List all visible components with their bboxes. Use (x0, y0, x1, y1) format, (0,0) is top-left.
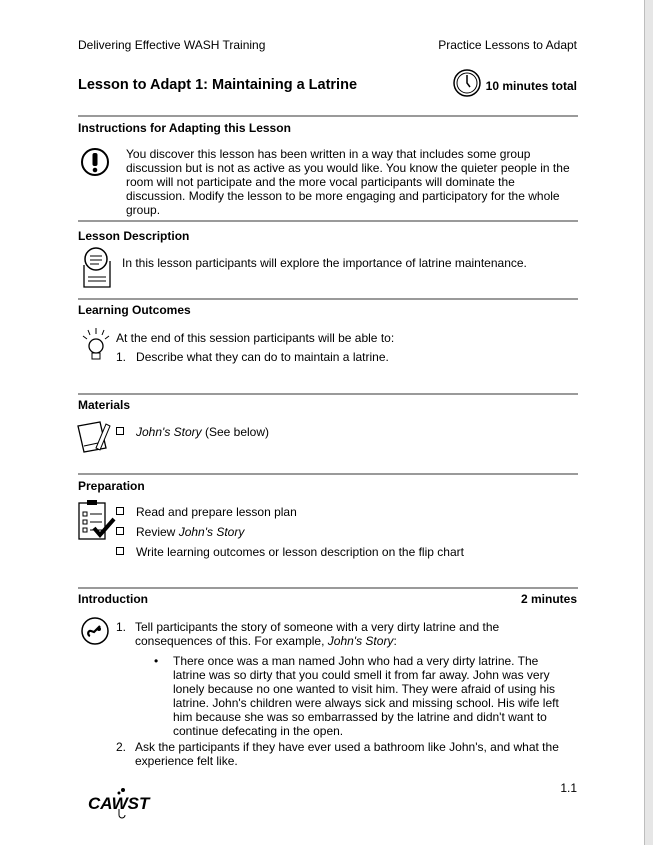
exclamation-icon (80, 147, 110, 177)
divider (78, 393, 578, 395)
preparation-heading: Preparation (78, 479, 145, 493)
page-edge (644, 0, 653, 845)
svg-text:CAWST: CAWST (88, 794, 150, 813)
story-title: John's Story (327, 634, 394, 648)
introduction-time: 2 minutes (520, 592, 577, 606)
instructions-heading: Instructions for Adapting this Lesson (78, 121, 291, 135)
prep-item (116, 545, 464, 559)
story-text: There once was a man named John who had a very dirty latrine. The latrine was so dirty that you could smell it from far away. John was very lonely because no one wanted to visit him. They were afraid of using his latrine. John's children were always sick and missing school. His wife left him because she was so embarrassed by the latrine and didn't want to continue defecating in the open. (173, 654, 559, 738)
introduction-heading: Introduction (78, 592, 148, 606)
prep-item (116, 505, 297, 519)
outcomes-heading: Learning Outcomes (78, 303, 191, 317)
bullet-icon: • (154, 654, 159, 668)
material-item (116, 425, 269, 439)
punct: : (393, 634, 397, 648)
header-left: Delivering Effective WASH Training (78, 38, 266, 52)
checkbox (116, 547, 124, 555)
divider (78, 298, 578, 300)
step-number: 2. (116, 740, 127, 754)
divider (78, 587, 578, 589)
prep-text: Review (136, 525, 179, 539)
outcome-item (116, 350, 389, 364)
clock-icon (452, 68, 482, 98)
divider (78, 115, 578, 117)
material-title: John's Story (136, 425, 202, 439)
checkbox (116, 527, 124, 535)
description-heading: Lesson Description (78, 229, 190, 243)
step-text: Ask the participants if they have ever used a bathroom like John's, and what the experience felt like. (135, 740, 559, 768)
checkbox (116, 427, 124, 435)
material-note: (See below) (201, 425, 270, 439)
divider (78, 473, 578, 475)
outcome-number: 1. (116, 350, 127, 364)
story-bullet (154, 654, 574, 738)
lightbulb-icon (80, 328, 112, 362)
outcomes-intro: At the end of this session participants will be able to: (116, 331, 395, 345)
page-number: 1.1 (560, 781, 577, 795)
cawst-logo (86, 785, 152, 821)
materials-heading: Materials (78, 398, 131, 412)
prep-item (116, 525, 244, 539)
prep-text: Read and prepare lesson plan (136, 505, 297, 519)
checkbox (116, 507, 124, 515)
description-text: In this lesson participants will explore the importance of latrine maintenance. (122, 256, 527, 270)
checklist-icon (76, 500, 116, 542)
prep-text: Write learning outcomes or lesson description on the flip chart (136, 545, 464, 559)
intro-step-2 (116, 740, 566, 768)
hook-icon (80, 616, 110, 646)
step-text: Tell participants the story of someone with a very dirty latrine and the consequences of this. For example, (135, 620, 500, 648)
duration: 10 minutes total (485, 79, 577, 93)
divider (78, 220, 578, 222)
prep-title: John's Story (178, 525, 245, 539)
instructions-text: You discover this lesson has been written in a way that includes some group discussion but is not as active as you would like. You know the quieter people in the room will not participate and the more vocal participants will dominate the discussion. Modify the lesson to be more engaging and participatory for the whole group. (126, 147, 570, 217)
intro-step-1 (116, 620, 578, 648)
header-right: Practice Lessons to Adapt (438, 38, 577, 52)
outcome-text: Describe what they can do to maintain a latrine. (136, 350, 389, 364)
magnifier-document-icon (80, 243, 114, 289)
pencil-paper-icon (76, 418, 112, 454)
step-number: 1. (116, 620, 127, 634)
page-title: Lesson to Adapt 1: Maintaining a Latrine (78, 77, 358, 93)
